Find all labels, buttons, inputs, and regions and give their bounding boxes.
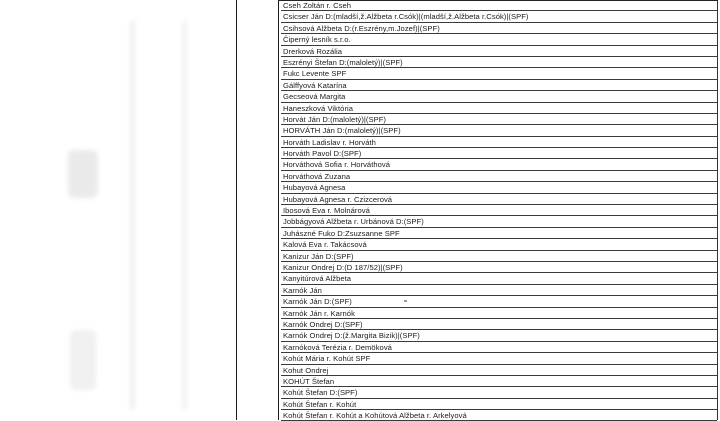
table-row: Karnók Ondrej D:(ž.Margita Bizik)|(SPF) <box>281 330 717 341</box>
table-row: Gecseová Margita <box>281 91 717 102</box>
table-row: Haneszková Viktória <box>281 103 717 114</box>
scan-smudge <box>68 150 98 198</box>
table-row: Hubayová Agnesa <box>281 182 717 193</box>
table-row: Karnók Ján <box>281 285 717 296</box>
table-row: Kohút Štefan r. Kohút a Kohútová Alžbeta r. Arkelyová <box>281 410 717 421</box>
table-column-rule <box>236 0 237 420</box>
table-column-rule <box>278 0 279 420</box>
owner-name-list <box>281 0 717 421</box>
table-row: Kohút Štefan r. Kohút <box>281 399 717 410</box>
table-row: Horvát Ján D:(maloletý)|(SPF) <box>281 114 717 125</box>
table-row: Kohút Štefan D:(SPF) <box>281 387 717 398</box>
table-row: Csicser Ján D:(mladší,ž.Alžbeta r.Csók)|(mladší,ž.Alžbeta r.Csók)|(SPF) <box>281 11 717 22</box>
table-row: Eszrényi Štefan D:(maloletý)|(SPF) <box>281 57 717 68</box>
table-row: Horváthová Zuzana <box>281 171 717 182</box>
table-row: Horváth Ladislav r. Horváth <box>281 137 717 148</box>
table-row: KOHÚT Štefan <box>281 376 717 387</box>
table-row: Jobbágyová Alžbeta r. Urbánová D:(SPF) <box>281 216 717 227</box>
table-row: Ibosová Eva r. Molnárová <box>281 205 717 216</box>
table-row: Karnók Ondrej D:(SPF) <box>281 319 717 330</box>
scan-smudge <box>70 330 96 390</box>
table-row: Horváthová Sofia r. Horváthová <box>281 159 717 170</box>
table-row: Csihsová Alžbeta D:(r.Eszrény,m.Jozef)|(SPF) <box>281 23 717 34</box>
table-row: Horváth Pavol D:(SPF) <box>281 148 717 159</box>
table-row: Kohut Ondrej <box>281 365 717 376</box>
table-row: Fukc Levente SPF <box>281 68 717 79</box>
table-row: Kanyitúrová Alžbeta <box>281 273 717 284</box>
table-row: Kanizur Ján D:(SPF) <box>281 251 717 262</box>
table-row: Gálffyová Katarína <box>281 80 717 91</box>
table-row: Kanizur Ondrej D:(D 187/52)|(SPF) <box>281 262 717 273</box>
table-row: Čiperný lesník s.r.o. <box>281 34 717 45</box>
scan-streak <box>182 20 187 410</box>
table-row: Hubayová Agnesa r. Czizcerová <box>281 194 717 205</box>
table-row: Drerková Rozália <box>281 46 717 57</box>
table-column-rule <box>717 0 718 420</box>
table-row: Juhászné Fuko D:Zsuzsanne SPF <box>281 228 717 239</box>
table-row: Karnók Ján r. Karnók <box>281 308 717 319</box>
table-row: Karnók Ján D:(SPF) <box>281 296 717 307</box>
table-row: Kohút Mária r. Kohút SPF <box>281 353 717 364</box>
table-row: HORVÁTH Ján D:(maloletý)|(SPF) <box>281 125 717 136</box>
table-row: Kalová Eva r. Takácsová <box>281 239 717 250</box>
table-row: Karnóková Terézia r. Demöková <box>281 342 717 353</box>
scan-streak <box>130 20 135 410</box>
table-row: Cseh Zoltán r. Cseh <box>281 0 717 11</box>
